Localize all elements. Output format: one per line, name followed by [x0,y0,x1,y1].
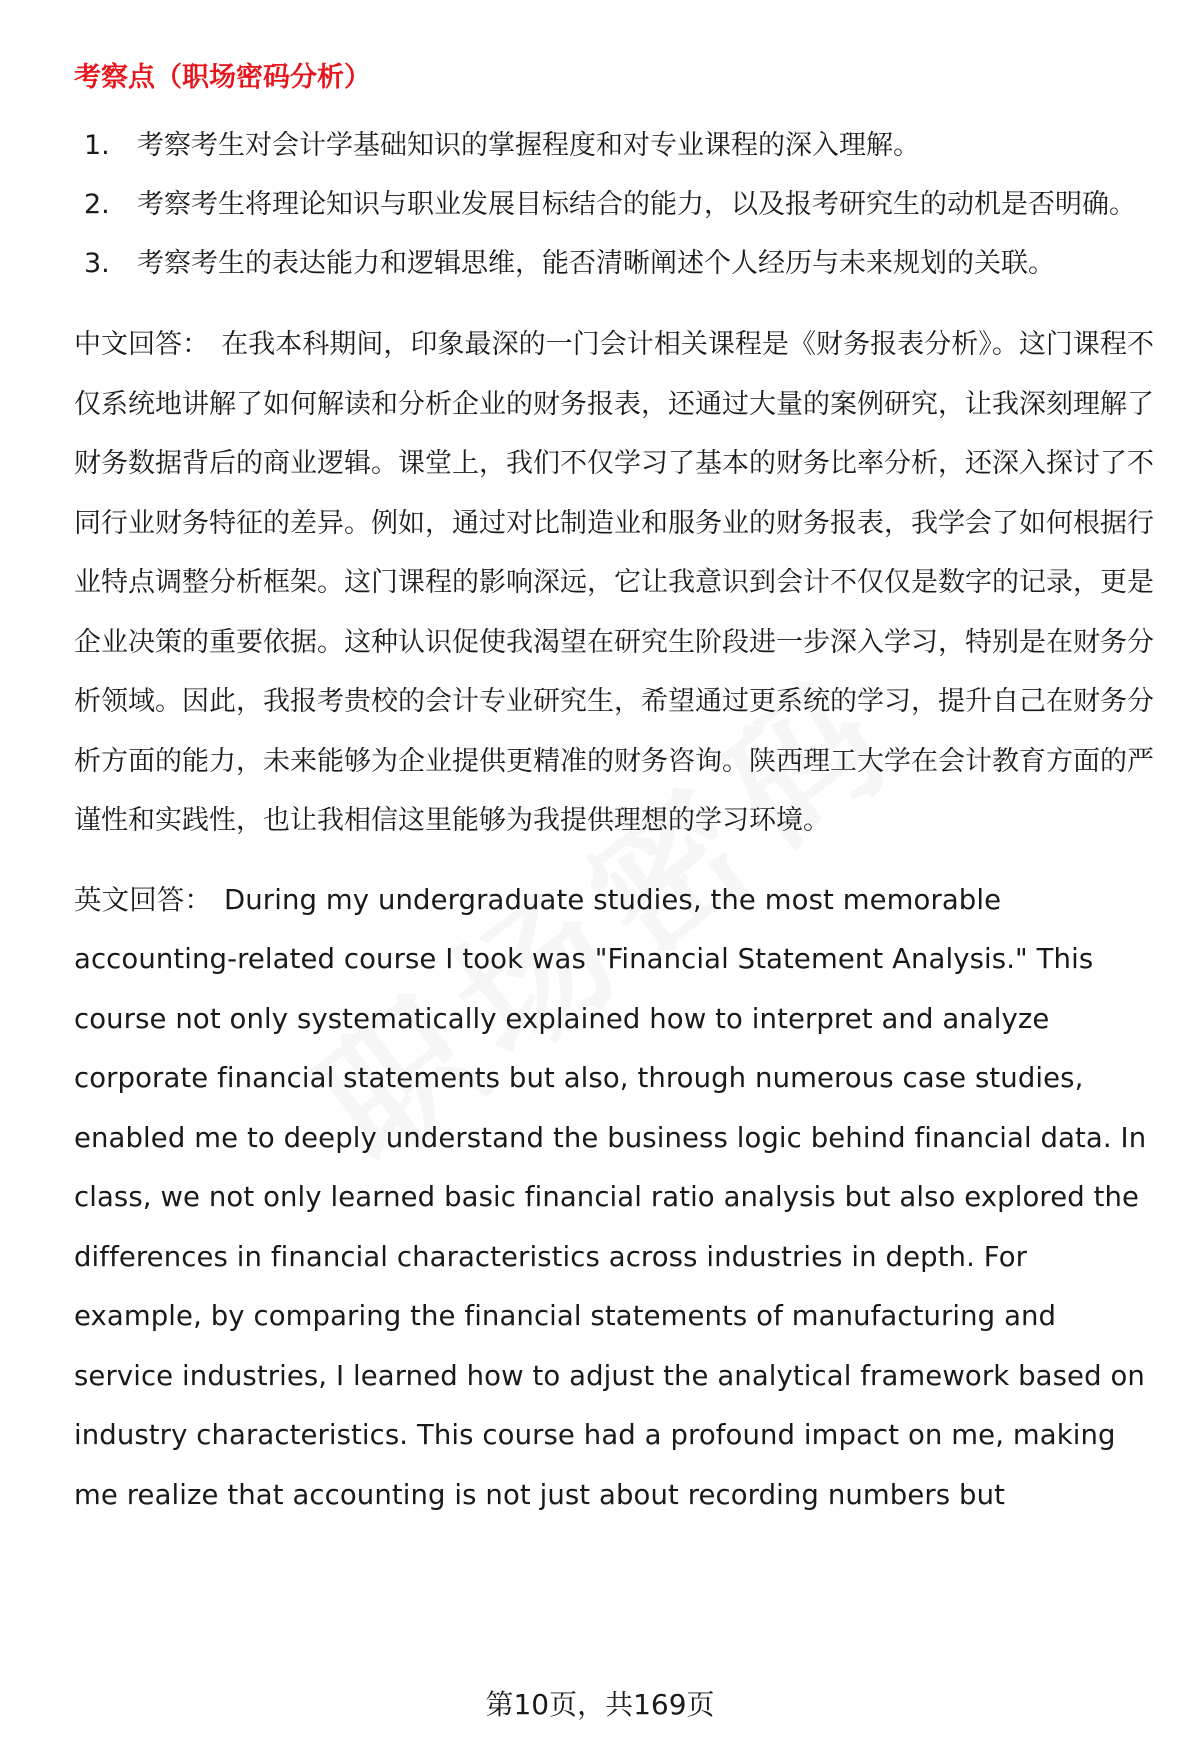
list-item-text: 考察考生对会计学基础知识的掌握程度和对专业课程的深入理解。 [137,130,920,161]
list-item [74,175,1154,234]
section-title: 考察点（职场密码分析） [74,62,371,93]
list-item-text: 考察考生将理论知识与职业发展目标结合的能力，以及报考研究生的动机是否明确。 [137,189,1136,220]
english-answer-text: During my undergraduate studies, the most memorable accounting-related course I took was "Financial Statement Analysis." This course not only systematically explained how to interpret and analyze corporate financial statements but also, through numerous case studies, enabled me to deeply understand the business logic behind financial data. In class, we not only learned basic financial ratio analysis but also explored the differences in financial characteristics across industries in depth. For example, by comparing the financial statements of manufacturing and service industries, I learned how to adjust the analytical framework based on industry characteristics. This course had a profound impact on me, making me realize that accounting is not just about recording numbers but [74,883,1147,1511]
english-answer-label: 英文回答： [74,883,212,916]
list-item-text: 考察考生的表达能力和逻辑思维，能否清晰阐述个人经历与未来规划的关联。 [137,248,1055,279]
exam-points-list [74,116,1154,293]
chinese-answer-text: 在我本科期间，印象最深的一门会计相关课程是《财务报表分析》。这门课程不仅系统地讲解了如何解读和分析企业的财务报表，还通过大量的案例研究，让我深刻理解了财务数据背后的商业逻辑。课堂上，我们不仅学习了基本的财务比率分析，还深入探讨了不同行业财务特征的差异。例如，通过对比制造业和服务业的财务报表，我学会了如何根据行业特点调整分析框架。这门课程的影响深远，它让我意识到会计不仅仅是数字的记录，更是企业决策的重要依据。这种认识促使我渴望在研究生阶段进一步深入学习，特别是在财务分析领域。因此，我报考贵校的会计专业研究生，希望通过更系统的学习，提升自己在财务分析方面的能力，未来能够为企业提供更精准的财务咨询。陕西理工大学在会计教育方面的严谨性和实践性，也让我相信这里能够为我提供理想的学习环境。 [74,329,1155,836]
chinese-answer-label: 中文回答： [74,329,210,360]
list-item [74,234,1154,293]
list-item-number: 2. [84,189,110,220]
list-item-number: 3. [84,248,110,279]
list-item-number: 1. [84,130,110,161]
page-content [74,58,1154,1545]
page-number: 第10页，共169页 [485,1688,715,1721]
chinese-answer [74,315,1154,851]
list-item [74,116,1154,175]
english-answer [74,871,1154,1526]
